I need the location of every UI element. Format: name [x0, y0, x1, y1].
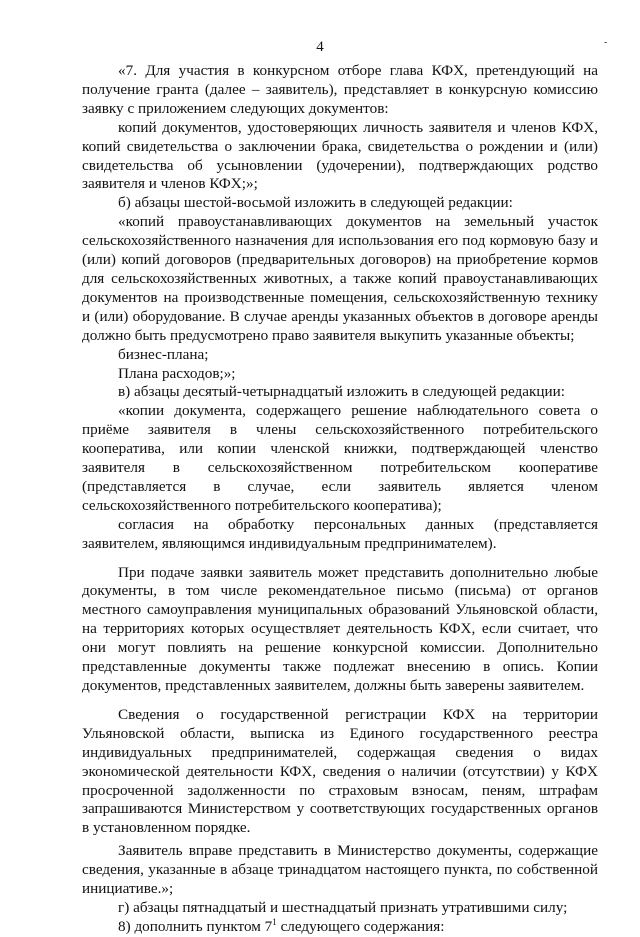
paragraph-amendment-8 [82, 918, 598, 937]
document-body [82, 62, 598, 937]
amendment-8-text: 8) дополнить пунктом 7 [118, 917, 273, 935]
amendment-8-superscript: 1 [272, 916, 277, 927]
paragraph-land-docs: «копий правоустанавливающих документов на земельный участок сельскохозяйственного назначения для использования его под кормовую базу и (или) копий договоров (предварительных договоров) на приобретение кормов для сельскохозяйственных животных, а также копий правоустанавливающих документов на производственные помещения, сельскохозяйственную технику и (или) оборудование. В случае аренды указанных объектов в договоре аренды должно быть предусмотрено право заявителя выкупить указанные объекты; [82, 213, 598, 344]
page-number: 4 [316, 39, 324, 55]
edge-mark: - [604, 37, 608, 48]
paragraph-amendment-b: б) абзацы шестой-восьмой изложить в следующей редакции: [118, 194, 513, 212]
paragraph-own-initiative: Заявитель вправе представить в Министерство документы, содержащие сведения, указанные в абзаце тринадцатом настоящего пункта, по собственной инициативе.»; [82, 842, 598, 898]
paragraph-additional-docs: При подаче заявки заявитель может представить дополнительно любые документы, в том числе рекомендательное письмо (письма) от органов местного самоуправления муниципальных образований Ульяновской области, на территориях которых осуществляет деятельность КФХ, если считает, что они могут повлиять на решение конкурсной комиссии. Дополнительно представленные документы также подлежат внесению в опись. Копии документов, представленных заявителем, должны быть заверены заявителем. [82, 563, 598, 694]
paragraph-registration-info: Сведения о государственной регистрации КФХ на территории Ульяновской области, выписка из Единого государственного реестра индивидуальных предпринимателей, содержащая сведения о видах экономической деятельности КФХ, сведения о наличии (отсутствии) у КФХ просроченной задолженности по страховым взносам, пеням, штрафам запрашиваются Министерством у соответствующих государственных органов в установленном порядке. [82, 705, 598, 837]
paragraph-cooperative-docs: «копии документа, содержащего решение наблюдательного совета о приёме заявителя в члены сельскохозяйственного потребительского кооператива, или копии членской книжки, подтверждающей членство заявителя в сельскохозяйственном потребительском кооперативе (представляется в случае, если заявитель является членом сельскохозяйственного потребительского кооператива); [82, 402, 598, 514]
paragraph-personal-data: согласия на обработку персональных данных (представляется заявителем, являющимся индивидуальным предпринимателем). [82, 515, 598, 552]
paragraph-expense-plan: Плана расходов;»; [118, 364, 236, 382]
paragraph-7-intro: «7. Для участия в конкурсном отборе глава КФХ, претендующий на получение гранта (далее – заявитель), представляет в конкурсную комиссию заявку с приложением следующих документов: [82, 62, 598, 117]
amendment-8-suffix: следующего содержания: [276, 917, 445, 935]
paragraph-amendment-g: г) абзацы пятнадцатый и шестнадцатый признать утратившими силу; [118, 898, 568, 916]
paragraph-amendment-v: в) абзацы десятый-четырнадцатый изложить в следующей редакции: [118, 383, 565, 401]
paragraph-business-plan: бизнес-плана; [118, 345, 209, 363]
paragraph-identity-docs: копий документов, удостоверяющих личность заявителя и членов КФХ, копий свидетельства о заключении брака, свидетельства о рождении и (или) свидетельства об усыновлении (удочерении), подтверждающих родство заявителя и членов КФХ;»; [82, 118, 598, 193]
